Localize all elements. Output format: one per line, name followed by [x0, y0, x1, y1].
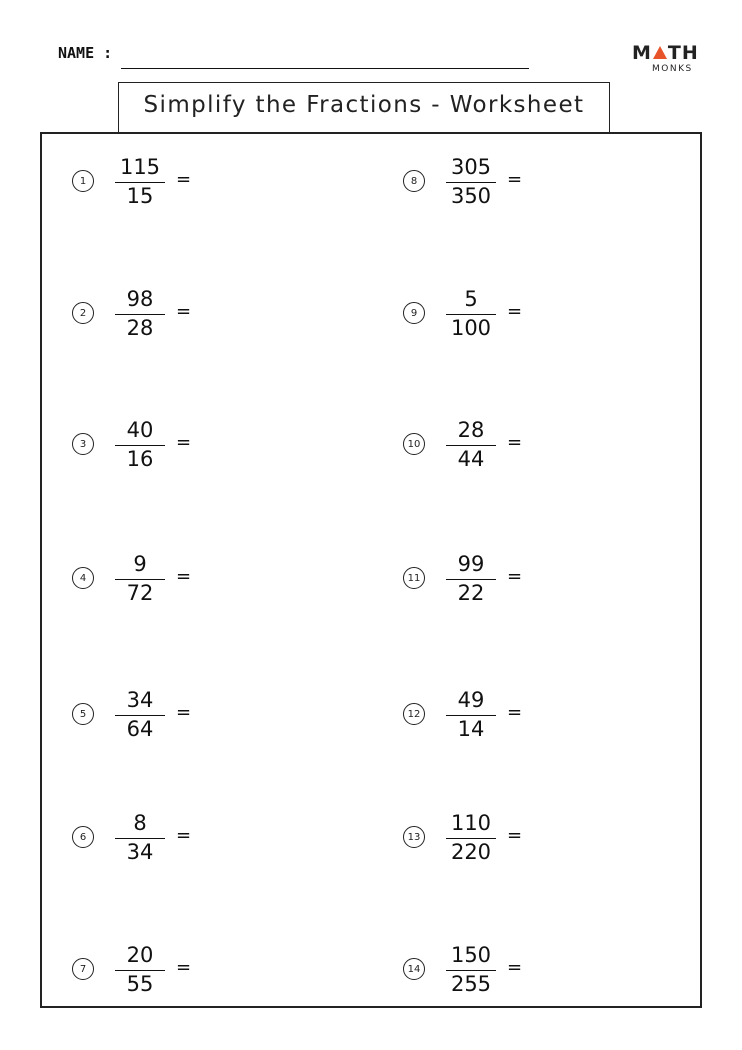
fraction-bar — [115, 182, 165, 183]
fraction-bar — [446, 182, 496, 183]
problem-4 — [72, 552, 272, 608]
problem-number: 14 — [403, 958, 425, 980]
fraction-bar — [115, 445, 165, 446]
fraction-bar — [115, 838, 165, 839]
problem-10 — [403, 418, 603, 474]
denominator: 16 — [126, 447, 154, 471]
fraction — [113, 552, 167, 606]
fraction-bar — [446, 579, 496, 580]
fraction-bar — [446, 970, 496, 971]
numerator: 8 — [133, 811, 147, 835]
name-label: NAME : — [58, 44, 113, 62]
fraction — [444, 287, 498, 341]
name-field[interactable] — [121, 68, 529, 69]
problem-number: 11 — [403, 567, 425, 589]
problem-5 — [72, 688, 272, 744]
denominator: 72 — [126, 581, 154, 605]
equals-sign: = — [176, 301, 192, 322]
numerator: 34 — [126, 688, 154, 712]
denominator: 64 — [126, 717, 154, 741]
problem-number: 12 — [403, 703, 425, 725]
equals-sign: = — [507, 825, 523, 846]
fraction — [113, 418, 167, 472]
problem-number: 4 — [72, 567, 94, 589]
numerator: 99 — [457, 552, 485, 576]
equals-sign: = — [176, 566, 192, 587]
logo-text-left: M — [632, 42, 652, 64]
logo-triangle-icon — [653, 46, 667, 59]
problem-number: 5 — [72, 703, 94, 725]
numerator: 28 — [457, 418, 485, 442]
fraction — [444, 811, 498, 865]
fraction — [444, 943, 498, 997]
fraction — [444, 418, 498, 472]
numerator: 20 — [126, 943, 154, 967]
equals-sign: = — [176, 957, 192, 978]
denominator: 55 — [126, 972, 154, 996]
numerator: 9 — [133, 552, 147, 576]
problem-9 — [403, 287, 603, 343]
fraction-bar — [115, 970, 165, 971]
fraction-bar — [115, 715, 165, 716]
numerator: 5 — [464, 287, 478, 311]
numerator: 98 — [126, 287, 154, 311]
logo-subtext: MONKS — [652, 64, 693, 74]
problem-8 — [403, 155, 603, 211]
fraction — [444, 155, 498, 209]
fraction — [444, 688, 498, 742]
equals-sign: = — [176, 825, 192, 846]
denominator: 14 — [457, 717, 485, 741]
fraction-bar — [446, 838, 496, 839]
equals-sign: = — [176, 432, 192, 453]
fraction-bar — [115, 314, 165, 315]
fraction — [113, 811, 167, 865]
numerator: 110 — [450, 811, 492, 835]
problem-3 — [72, 418, 272, 474]
problem-number: 9 — [403, 302, 425, 324]
problem-12 — [403, 688, 603, 744]
equals-sign: = — [176, 169, 192, 190]
math-monks-logo — [632, 42, 702, 76]
fraction — [444, 552, 498, 606]
equals-sign: = — [507, 169, 523, 190]
equals-sign: = — [507, 432, 523, 453]
problem-number: 6 — [72, 826, 94, 848]
denominator: 255 — [450, 972, 492, 996]
fraction-bar — [446, 715, 496, 716]
fraction-bar — [446, 445, 496, 446]
problem-number: 3 — [72, 433, 94, 455]
problem-2 — [72, 287, 272, 343]
problem-number: 8 — [403, 170, 425, 192]
equals-sign: = — [176, 702, 192, 723]
problem-number: 13 — [403, 826, 425, 848]
problem-11 — [403, 552, 603, 608]
fraction — [113, 155, 167, 209]
problem-6 — [72, 811, 272, 867]
fraction-bar — [446, 314, 496, 315]
numerator: 49 — [457, 688, 485, 712]
denominator: 100 — [450, 316, 492, 340]
denominator: 15 — [126, 184, 154, 208]
numerator: 115 — [119, 155, 161, 179]
problem-number: 10 — [403, 433, 425, 455]
worksheet-title: Simplify the Fractions - Worksheet — [143, 92, 585, 118]
equals-sign: = — [507, 957, 523, 978]
title-box — [118, 82, 610, 132]
fraction — [113, 287, 167, 341]
problem-13 — [403, 811, 603, 867]
denominator: 350 — [450, 184, 492, 208]
problem-14 — [403, 943, 603, 999]
numerator: 305 — [450, 155, 492, 179]
equals-sign: = — [507, 301, 523, 322]
equals-sign: = — [507, 566, 523, 587]
equals-sign: = — [507, 702, 523, 723]
problem-1 — [72, 155, 272, 211]
numerator: 40 — [126, 418, 154, 442]
problem-number: 7 — [72, 958, 94, 980]
problem-number: 2 — [72, 302, 94, 324]
denominator: 22 — [457, 581, 485, 605]
denominator: 34 — [126, 840, 154, 864]
numerator: 150 — [450, 943, 492, 967]
logo-text-right: TH — [667, 42, 699, 64]
denominator: 220 — [450, 840, 492, 864]
problem-number: 1 — [72, 170, 94, 192]
denominator: 44 — [457, 447, 485, 471]
problem-7 — [72, 943, 272, 999]
fraction — [113, 688, 167, 742]
fraction-bar — [115, 579, 165, 580]
fraction — [113, 943, 167, 997]
denominator: 28 — [126, 316, 154, 340]
